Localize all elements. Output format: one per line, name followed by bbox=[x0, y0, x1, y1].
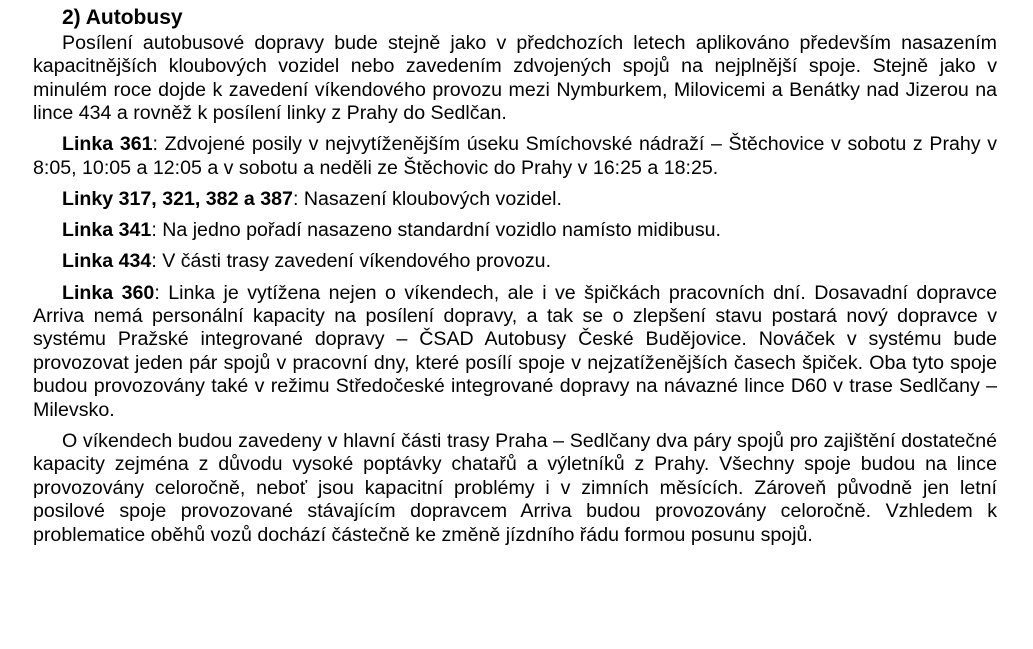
paragraph-weekend-service bbox=[33, 430, 997, 547]
paragraph-line-341 bbox=[33, 219, 997, 242]
paragraph-intro bbox=[33, 32, 997, 126]
paragraph-text: : Nasazení kloubových vozidel. bbox=[292, 188, 562, 211]
line-label: Linka 434 bbox=[62, 250, 152, 273]
paragraph-text: : Na jedno pořadí nasazeno standardní vozidlo namísto midibusu. bbox=[151, 219, 721, 242]
paragraph-line-434 bbox=[33, 250, 997, 273]
line-label: Linka 360 bbox=[62, 281, 155, 304]
paragraph-lines-317-321-382-387 bbox=[33, 188, 997, 211]
paragraph-text: Posílení autobusové dopravy bude stejně jako v předchozích letech aplikováno především nasazením kapacitnějších kloubových vozidel nebo zavedením zdvojených spojů na nejplnější spoje. Stejně jako v minulém roce dojde k zavedení víkendového provozu mezi Nymburkem, Milovicemi a Benátky nad Jizerou na lince 434 a rovněž k posílení linky z Prahy do Sedlčan. bbox=[33, 32, 997, 125]
line-label: Linky 317, 321, 382 a 387 bbox=[62, 188, 293, 211]
paragraph-text: : Zdvojené posily v nejvytíženějším úseku Smíchovské nádraží – Štěchovice v sobotu z Prahy v 8:05, 10:05 a 12:05 a v sobotu a neděli ze Štěchovic do Prahy v 16:25 a 18:25. bbox=[33, 133, 997, 179]
line-label: Linka 361 bbox=[62, 133, 153, 156]
paragraph-text: : V části trasy zavedení víkendového provozu. bbox=[151, 250, 552, 273]
paragraph-text: : Linka je vytížena nejen o víkendech, ale i ve špičkách pracovních dní. Dosavadní dopravce Arriva nemá personální kapacity na posílení dopravy, a tak se o zlepšení stavu postará nový dopravce v systému Pražské integrované dopravy – ČSAD Autobusy České Budějovice. Nováček v systému bude provozovat jeden pár spojů v pracovní dny, které posílí spoje v nejzatíženějších časech špiček. Oba tyto spoje budou provozovány také v režimu Středočeské integrované dopravy na návazné lince D60 v trase Sedlčany – Milevsko. bbox=[33, 281, 997, 421]
paragraph-line-361 bbox=[33, 133, 997, 180]
document-page bbox=[33, 4, 997, 555]
paragraph-line-360 bbox=[33, 282, 997, 422]
section-heading: 2) Autobusy bbox=[62, 6, 183, 29]
line-label: Linka 341 bbox=[62, 219, 152, 242]
paragraph-text: O víkendech budou zavedeny v hlavní části trasy Praha – Sedlčany dva páry spojů pro zajištění dostatečné kapacity zejména z důvodu vysoké poptávky chatařů a výletníků z Prahy. Všechny spoje budou na lince provozovány celoročně, neboť jsou kapacitní problémy i v zimních měsících. Zároveň původně jen letní posilové spoje provozované stávajícím dopravcem Arriva budou provozovány celoročně. Vzhledem k problematice oběhů vozů dochází částečně ke změně jízdního řádu formou posunu spojů. bbox=[33, 429, 997, 546]
